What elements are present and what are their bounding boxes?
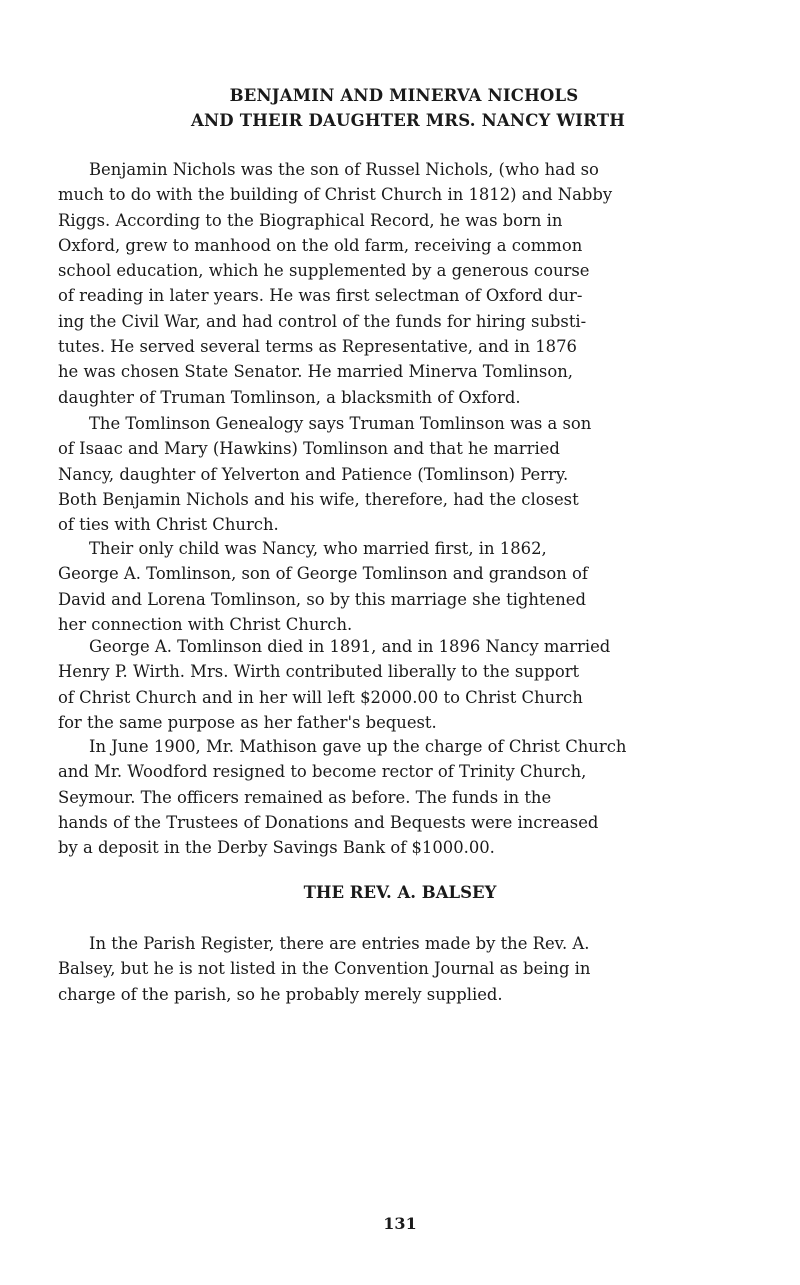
text-line: charge of the parish, so he probably merely supplied. (58, 984, 503, 1004)
text-line: Oxford, grew to manhood on the old farm, receiving a common (58, 235, 583, 255)
text-line: Balsey, but he is not listed in the Convention Journal as being in (58, 959, 591, 979)
text-line: The Tomlinson Genealogy says Truman Tomlinson was a son (89, 414, 592, 433)
text-line: In the Parish Register, there are entries made by the Rev. A. (89, 934, 590, 953)
text-line: George A. Tomlinson died in 1891, and in 1896 Nancy married (89, 637, 611, 656)
text-line: Seymour. The officers remained as before. The funds in the (58, 787, 552, 807)
paragraph-benjamin-nichols (58, 157, 758, 410)
text-line: her connection with Christ Church. (58, 614, 353, 634)
text-line: he was chosen State Senator. He married Minerva Tomlinson, (58, 362, 573, 382)
chapter-title-line-2: AND THEIR DAUGHTER MRS. NANCY WIRTH (190, 111, 625, 130)
text-line: school education, which he supplemented by a generous course (58, 261, 590, 281)
text-line: by a deposit in the Derby Savings Bank of $1000.00. (58, 838, 495, 858)
text-line: Riggs. According to the Biographical Record, he was born in (58, 210, 563, 230)
text-line: of Christ Church and in her will left $2000.00 to Christ Church (58, 687, 583, 707)
text-line: Henry P. Wirth. Mrs. Wirth contributed liberally to the support (58, 662, 580, 682)
section-heading-rev-balsey: THE REV. A. BALSEY (303, 883, 497, 902)
text-line: Both Benjamin Nichols and his wife, therefore, had the closest (58, 489, 579, 509)
text-line: In June 1900, Mr. Mathison gave up the charge of Christ Church (89, 737, 627, 756)
text-line: hands of the Trustees of Donations and Bequests were increased (58, 812, 599, 832)
text-line: Nancy, daughter of Yelverton and Patience (Tomlinson) Perry. (58, 464, 569, 484)
paragraph-tomlinson-genealogy (58, 411, 758, 537)
text-line: and Mr. Woodford resigned to become rector of Trinity Church, (58, 762, 587, 782)
text-line: of ties with Christ Church. (58, 515, 279, 535)
paragraph-george-tomlinson (58, 634, 758, 735)
paragraph-parish-register (58, 931, 758, 1007)
text-line: David and Lorena Tomlinson, so by this marriage she tightened (58, 589, 586, 609)
text-line: Benjamin Nichols was the son of Russel Nichols, (who had so (89, 160, 599, 179)
text-line: ing the Civil War, and had control of the funds for hiring substi- (58, 311, 587, 331)
paragraph-only-child-nancy (58, 536, 758, 637)
text-line: daughter of Truman Tomlinson, a blacksmith of Oxford. (58, 387, 521, 407)
text-line: tutes. He served several terms as Representative, and in 1876 (58, 337, 577, 357)
text-line: of Isaac and Mary (Hawkins) Tomlinson and that he married (58, 439, 560, 459)
text-line: George A. Tomlinson, son of George Tomlinson and grandson of (58, 564, 588, 584)
page-number: 131 (383, 1214, 417, 1233)
text-line: much to do with the building of Christ Church in 1812) and Nabby (58, 185, 613, 205)
text-line: of reading in later years. He was first selectman of Oxford dur- (58, 286, 583, 306)
paragraph-june-1900 (58, 734, 758, 860)
chapter-title-line-1: BENJAMIN AND MINERVA NICHOLS (229, 86, 579, 105)
text-line: for the same purpose as her father's bequest. (58, 712, 437, 732)
text-line: Their only child was Nancy, who married first, in 1862, (89, 539, 547, 558)
